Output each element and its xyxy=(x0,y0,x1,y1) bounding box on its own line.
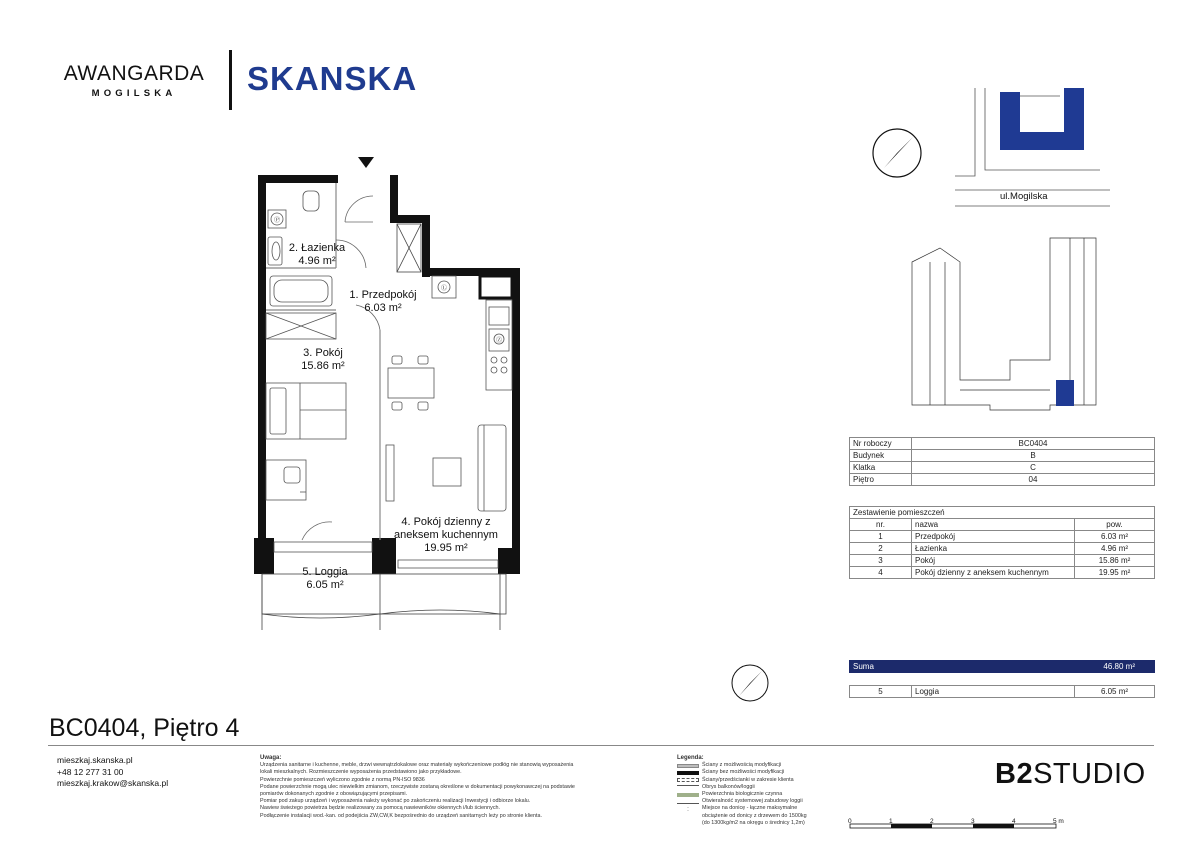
notes-heading: Uwaga: xyxy=(260,755,282,761)
unit-highlight xyxy=(1056,380,1074,406)
loggia-window xyxy=(274,542,372,552)
legend-item: Obrys balkonów/loggii xyxy=(677,784,807,791)
table-row: Klatka C xyxy=(850,462,1155,474)
note-line: Nawiew świeżego powietrza będzie realizowany za pomocą nawiewników okiennych i/lub ściennych. xyxy=(260,805,501,812)
sum-value: 46.80 m² xyxy=(1103,662,1135,671)
scale-bar xyxy=(850,824,1056,828)
table-row: 1 Przedpokój 6.03 m² xyxy=(850,531,1155,543)
rooms-table-title: Zestawienie pomieszczeń xyxy=(850,507,1155,519)
scale-label: 2 xyxy=(930,818,934,825)
legend-item: (do 1300kg/m2 na okręgu o średnicy 1,2m) xyxy=(702,819,805,826)
contact-website[interactable]: mieszkaj.skanska.pl xyxy=(57,755,133,765)
legend xyxy=(677,755,807,827)
table-row: 4 Pokój dzienny z aneksem kuchennym 19.95 m² xyxy=(850,567,1155,579)
legend-item: Ściany z możliwością modyfikacji xyxy=(677,762,807,769)
note-line: pomiarów dokonanych zgodnie z obowiązującymi przepisami. xyxy=(260,791,408,798)
street-label: ul.Mogilska xyxy=(1000,191,1048,202)
legend-item: ⁚ Miejsce na donicę - łączne maksymalne xyxy=(687,805,798,814)
bed xyxy=(266,383,346,439)
washer-icon: Ⓟ xyxy=(273,218,281,224)
note-line: Powierzchnie pomieszczeń wyliczono zgodnie z normą PN-ISO 9836 xyxy=(260,776,425,783)
contact-info xyxy=(57,755,168,790)
legend-item: Otwieralność systemowej zabudowy loggii xyxy=(677,798,807,805)
table-row: Budynek B xyxy=(850,450,1155,462)
rooms-table-header: nr. nazwa pow. xyxy=(850,519,1155,531)
table-row: Nr roboczy BC0404 xyxy=(850,438,1155,450)
disclaimer-notes xyxy=(260,755,660,820)
properties-table xyxy=(849,437,1155,486)
loggia-table xyxy=(849,685,1155,698)
dishwasher-icon: Ⓩ xyxy=(495,338,503,344)
skanska-logo: SKANSKA xyxy=(247,60,418,97)
table-row: Piętro 04 xyxy=(850,474,1155,486)
room-label-hallway: 1. Przedpokój 6.03 m² xyxy=(349,289,417,314)
note-line: Pomiar pod zakup urządzeń i wyposażenia należy wykonać po zakończeniu realizacji Inwestycji i odbiorze lokalu. xyxy=(260,798,531,805)
entrance-arrow-icon xyxy=(358,157,374,168)
contact-phone: +48 12 277 31 00 xyxy=(57,766,124,777)
legend-item: obciążenie od donicy z drzewem do 1500kg xyxy=(702,812,807,819)
note-line: Urządzenia sanitarne i kuchenne, meble, drzwi wewnątrzlokalowe oraz materiały wykończeniowe podłóg nie stanowią wyposażenia xyxy=(260,762,574,769)
legend-item: Ściany bez możliwości modyfikacji xyxy=(677,769,807,776)
room-label-room: 3. Pokój 15.86 m² xyxy=(301,347,345,372)
room-label-loggia: 5. Loggia 6.05 m² xyxy=(302,566,348,591)
fridge-icon: Ⓛ xyxy=(440,286,448,292)
scale-label: 1 xyxy=(889,818,893,825)
project-name: AWANGARDA xyxy=(63,62,205,85)
footer-divider xyxy=(48,745,1154,746)
note-line: Podane powierzchnie mogą ulec niewielkim zmianom, rzeczywiste zostaną określone w dokumentacji powykonawczej na podstawie xyxy=(260,783,575,790)
scale-label: 5 m xyxy=(1053,818,1064,825)
table-row: 2 Łazienka 4.96 m² xyxy=(850,543,1155,555)
sum-bar xyxy=(849,660,1155,673)
scale-label: 3 xyxy=(971,818,975,825)
b2studio-logo: B2STUDIO xyxy=(995,758,1146,790)
note-line: Podłączenie instalacji wod.-kan. od podejścia ZW,CW,K bezpośrednio do urządzeń sanitarnych leży po stronie klienta. xyxy=(260,812,542,819)
legend-item: Ściany/przedścianki w zakresie klienta xyxy=(677,777,807,784)
legend-item: Powierzchnia biologicznie czynna xyxy=(677,791,807,798)
installation-shaft xyxy=(480,276,512,298)
compass-icon-small xyxy=(732,665,768,701)
room-label-bathroom: 2. Łazienka 4.96 m² xyxy=(288,242,346,267)
project-subname: MOGILSKA xyxy=(91,88,177,99)
room-label-living: 4. Pokój dzienny z aneksem kuchennym 19.95 m² xyxy=(394,516,498,554)
unit-title: BC0404, Piętro 4 xyxy=(49,714,240,742)
compass-icon xyxy=(873,129,921,177)
rooms-table xyxy=(849,506,1155,579)
contact-email[interactable]: mieszkaj.krakow@skanska.pl xyxy=(57,778,169,788)
building-highlight xyxy=(1000,88,1084,150)
table-row: 5 Loggia 6.05 m² xyxy=(850,686,1155,698)
scale-label: 4 xyxy=(1012,818,1016,825)
sum-label: Suma xyxy=(853,662,874,671)
note-line: lokali mieszkalnych. Rozmieszczenie wyposażenia przedstawiono jako przykładowe. xyxy=(260,769,462,776)
desk xyxy=(266,460,306,500)
table-row: 3 Pokój 15.86 m² xyxy=(850,555,1155,567)
scale-label: 0 xyxy=(848,818,852,825)
legend-heading: Legenda: xyxy=(677,755,704,761)
balcony-door xyxy=(398,560,498,568)
